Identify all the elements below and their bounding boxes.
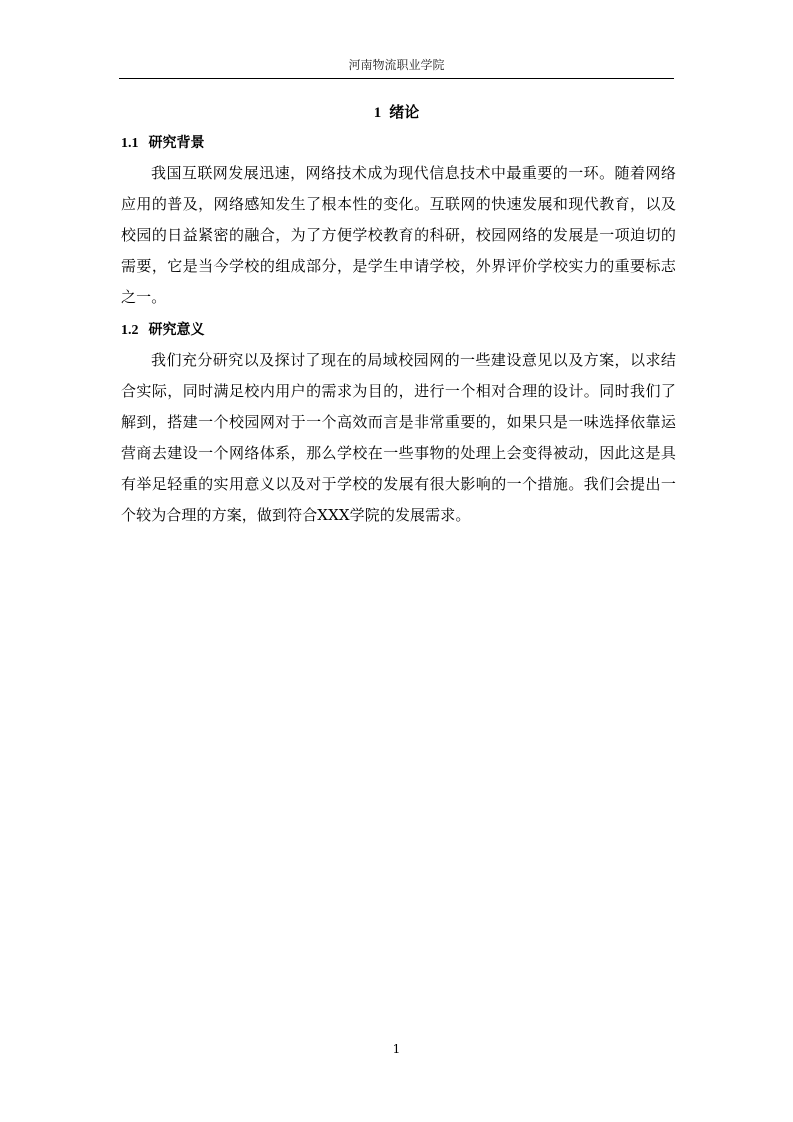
chapter-title — [119, 101, 674, 124]
running-header: 河南物流职业学院 — [348, 58, 445, 72]
section-heading-1-2 — [121, 320, 674, 341]
section-number: 1.1 — [121, 136, 139, 151]
section-heading-1-1 — [121, 133, 674, 154]
chapter-title-text: 绪论 — [389, 103, 420, 121]
section-title: 研究背景 — [148, 135, 205, 151]
section-title: 研究意义 — [148, 322, 205, 338]
chapter-number: 1 — [373, 105, 382, 121]
page-number: 1 — [392, 1042, 401, 1056]
section-number: 1.2 — [121, 323, 139, 338]
section-paragraph: 我们充分研究以及探讨了现在的局域校园网的一些建设意见以及方案，以求结合实际，同时满足校内用户的需求为目的，进行一个相对合理的设计。同时我们了解到，搭建一个校园网对于一个高效而言是非常重要的，如果只是一味选择依靠运营商去建设一个网络体系，那么学校在一些事物的处理上会变得被动，因此这是具有举足轻重的实用意义以及对于学校的发展有很大影响的一个措施。我们会提出一个较为合理的方案，做到符合XXX学院的发展需求。 — [121, 351, 676, 524]
header-rule — [119, 78, 674, 79]
section-paragraph: 我国互联网发展迅速，网络技术成为现代信息技术中最重要的一环。随着网络应用的普及，网络感知发生了根本性的变化。互联网的快速发展和现代教育，以及校园的日益紧密的融合，为了方便学校教育的科研，校园网络的发展是一项迫切的需要，它是当今学校的组成部分，是学生申请学校，外界评价学校实力的重要标志之一。 — [121, 164, 676, 306]
